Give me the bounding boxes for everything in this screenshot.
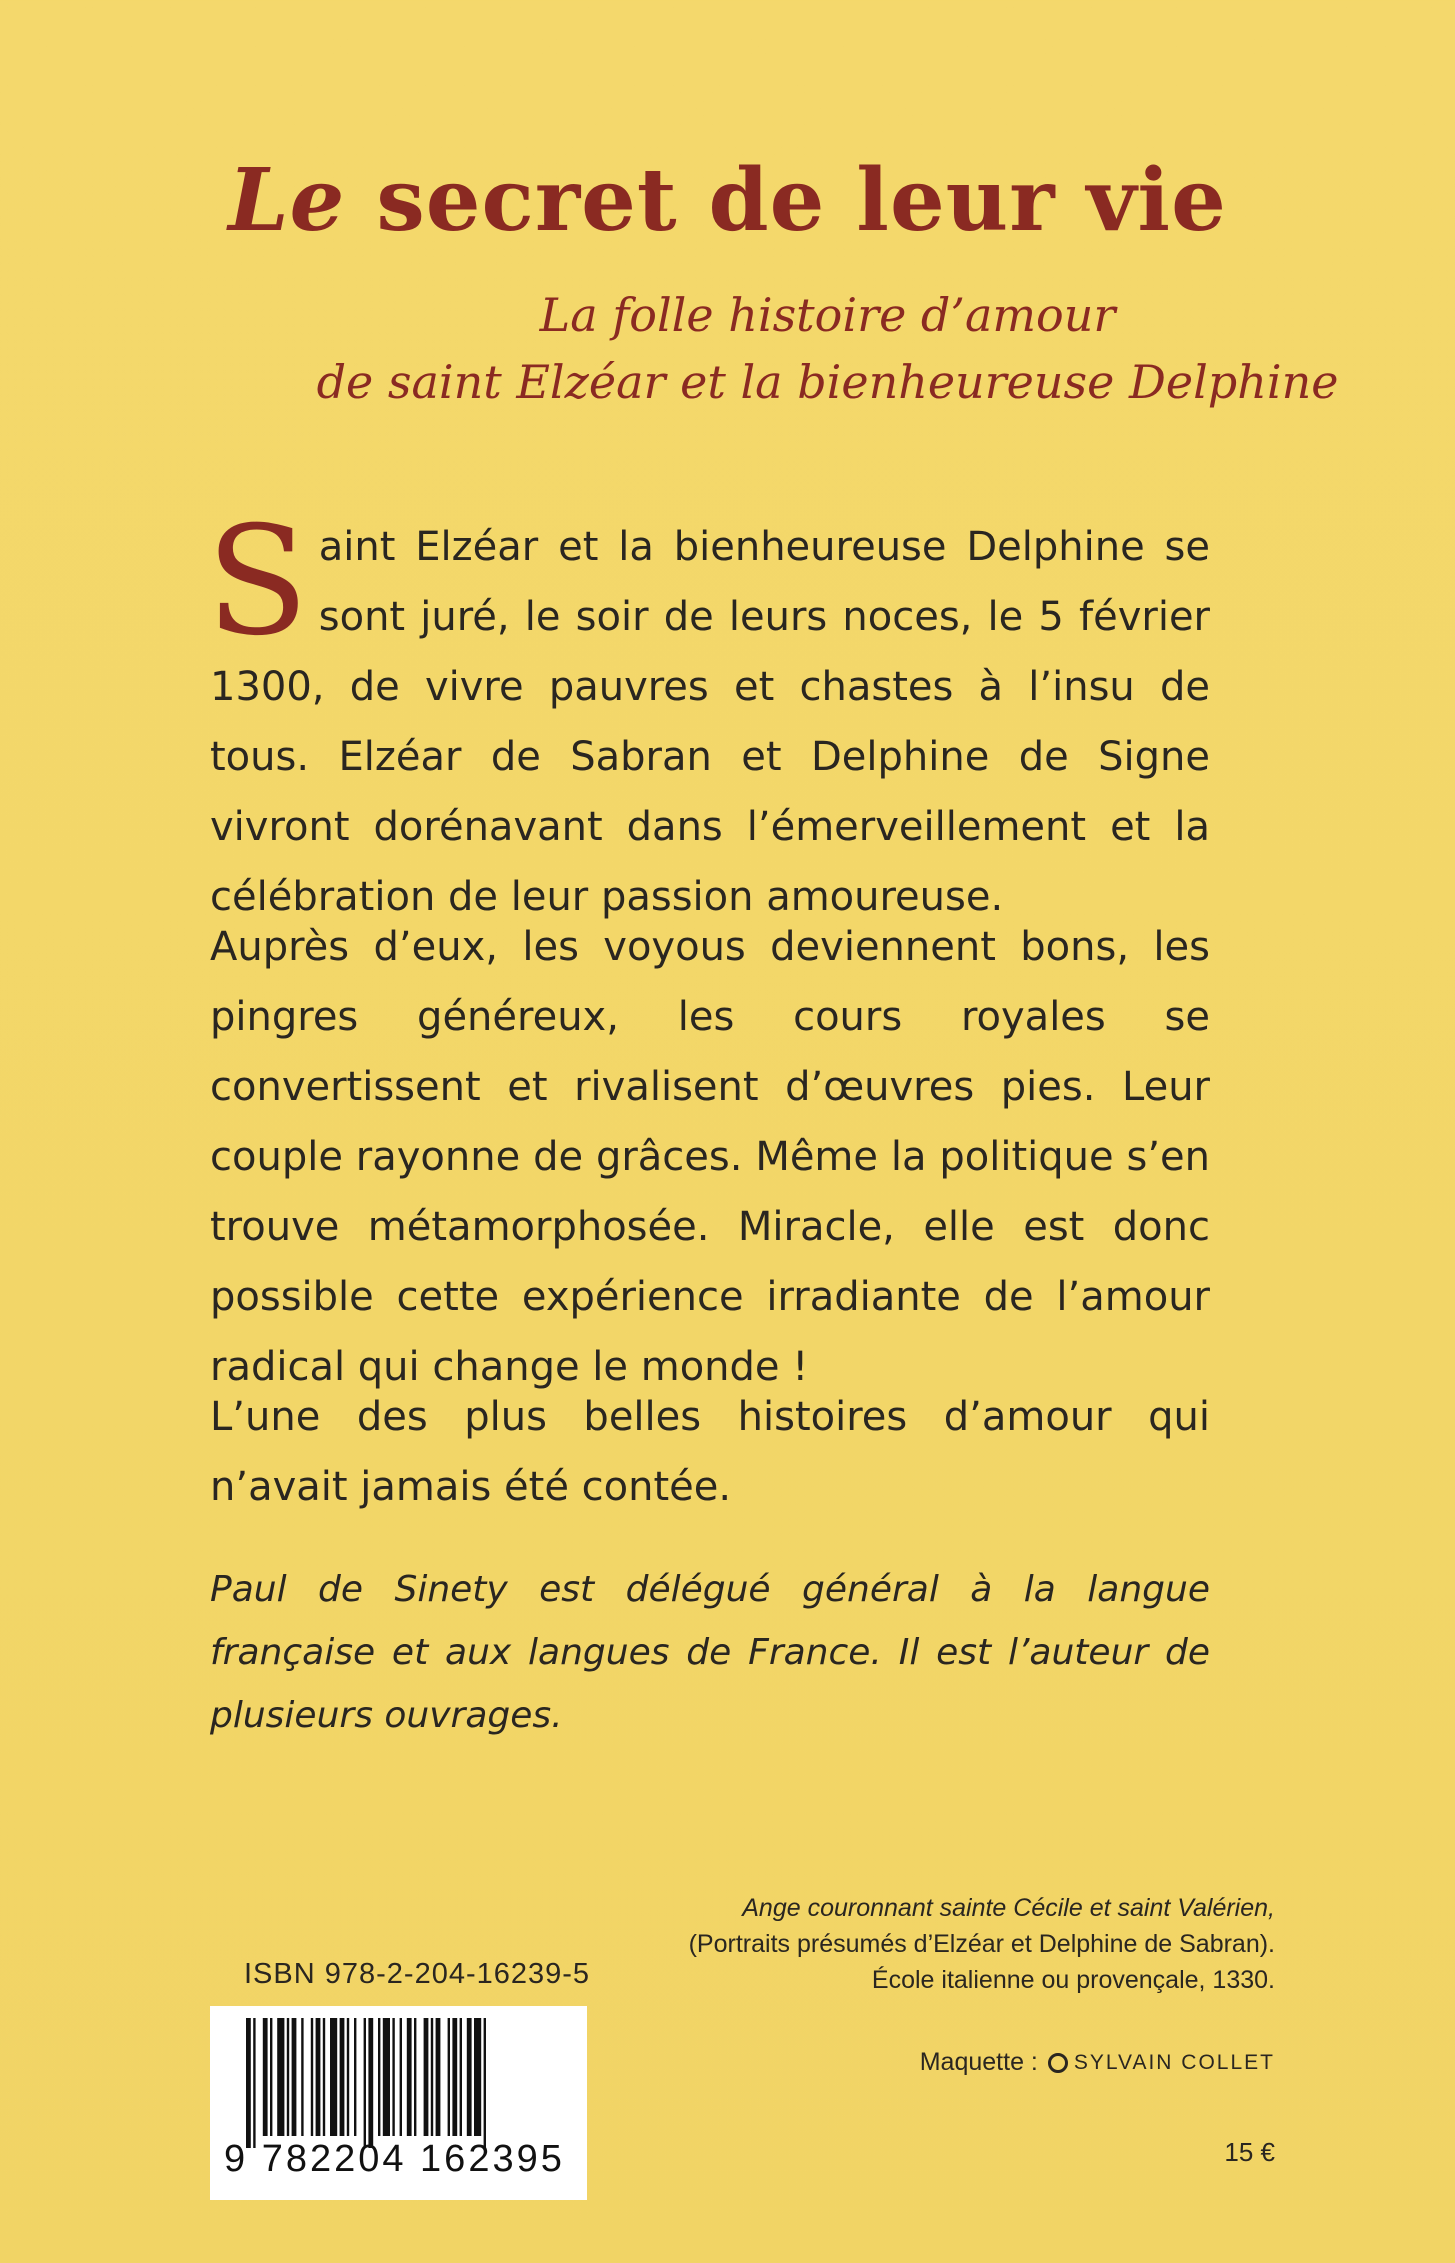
barcode-bar bbox=[277, 2018, 284, 2136]
barcode-bar bbox=[316, 2018, 321, 2136]
book-title bbox=[0, 150, 1455, 251]
cover-credit-line1: Ange couronnant sainte Cécile et saint Valérien, bbox=[742, 1894, 1275, 1922]
price: 15 € bbox=[1224, 2137, 1275, 2167]
author-bio: Paul de Sinety est délégué général à la langue française et aux langues de France. Il est l’auteur de plusieurs ouvrages. bbox=[210, 1569, 1210, 1736]
barcode-bar bbox=[407, 2018, 412, 2136]
drop-cap: S bbox=[206, 495, 309, 669]
barcode-bar bbox=[364, 2018, 366, 2148]
barcode-bar bbox=[287, 2018, 289, 2136]
barcode-bar bbox=[431, 2018, 433, 2136]
barcode-bar bbox=[484, 2018, 486, 2148]
design-credit-name: SYLVAIN COLLET bbox=[1073, 2050, 1275, 2074]
barcode bbox=[210, 2006, 587, 2200]
barcode-bar bbox=[246, 2018, 251, 2148]
barcode-bar bbox=[436, 2018, 441, 2136]
barcode-bar bbox=[253, 2018, 255, 2148]
barcode-bar bbox=[452, 2018, 457, 2136]
title-rest: secret de leur vie bbox=[345, 150, 1227, 251]
barcode-bar bbox=[263, 2018, 268, 2136]
designer-logo-icon bbox=[1048, 2053, 1068, 2073]
barcode-bar bbox=[368, 2018, 373, 2148]
subtitle-line2: de saint Elzéar et la bienheureuse Delphine bbox=[316, 355, 1339, 409]
description-paragraph-3: L’une des plus belles histoires d’amour qui n’avait jamais été contée. bbox=[210, 1394, 1210, 1510]
barcode-bar bbox=[378, 2018, 380, 2136]
barcode-bar bbox=[392, 2018, 394, 2136]
barcode-bar bbox=[383, 2018, 390, 2136]
design-credit-brand bbox=[1048, 2051, 1275, 2075]
barcode-bar bbox=[448, 2018, 450, 2136]
barcode-bar bbox=[354, 2018, 356, 2136]
cover-credit-line2: (Portraits présumés d’Elzéar et Delphine de Sabran). bbox=[688, 1930, 1275, 1958]
design-credit-label: Maquette : bbox=[919, 2048, 1038, 2076]
barcode-bar bbox=[474, 2018, 481, 2136]
title-le: Le bbox=[228, 150, 346, 251]
barcode-bar bbox=[270, 2018, 272, 2136]
description-paragraph-1 bbox=[206, 495, 1210, 932]
barcode-bar bbox=[301, 2018, 303, 2136]
barcode-digits: 9 782204 162395 bbox=[224, 2138, 565, 2180]
barcode-bar bbox=[414, 2018, 416, 2136]
design-credit bbox=[920, 2048, 1275, 2077]
barcode-bar bbox=[330, 2018, 337, 2136]
barcode-bar bbox=[311, 2018, 313, 2136]
barcode-bar bbox=[460, 2018, 462, 2136]
cover-credit bbox=[555, 1890, 1275, 1998]
description-paragraph-2: Auprès d’eux, les voyous deviennent bons, les pingres généreux, les cours royales se convertissent et rivalisent d’œuvres pies. Leur couple rayonne de grâces. Même la politique s’en trouve métamorphosée. Miracle, elle est donc possible cette expérience irradiante de l’amour radical qui change le monde ! bbox=[210, 924, 1210, 1390]
barcode-bar bbox=[340, 2018, 345, 2136]
isbn: ISBN 978-2-204-16239-5 bbox=[244, 1958, 591, 1990]
cover-credit-line3: École italienne ou provençale, 1330. bbox=[871, 1966, 1275, 1994]
subtitle-line1: La folle histoire d’amour bbox=[539, 288, 1116, 342]
paragraph-1-text: aint Elzéar et la bienheureuse Delphine se sont juré, le soir de leurs noces, le 5 février 1300, de vivre pauvres et chastes à l’insu de tous. Elzéar de Sabran et Delphine de Signe vivront dorénavant dans l’émerveillement et la célébration de leur passion amoureuse. bbox=[210, 524, 1210, 920]
barcode-bar bbox=[400, 2018, 402, 2136]
barcode-bar bbox=[467, 2018, 472, 2136]
barcode-bar bbox=[323, 2018, 325, 2136]
barcode-bar bbox=[292, 2018, 297, 2136]
barcode-bar bbox=[424, 2018, 429, 2136]
barcode-bar bbox=[347, 2018, 349, 2136]
